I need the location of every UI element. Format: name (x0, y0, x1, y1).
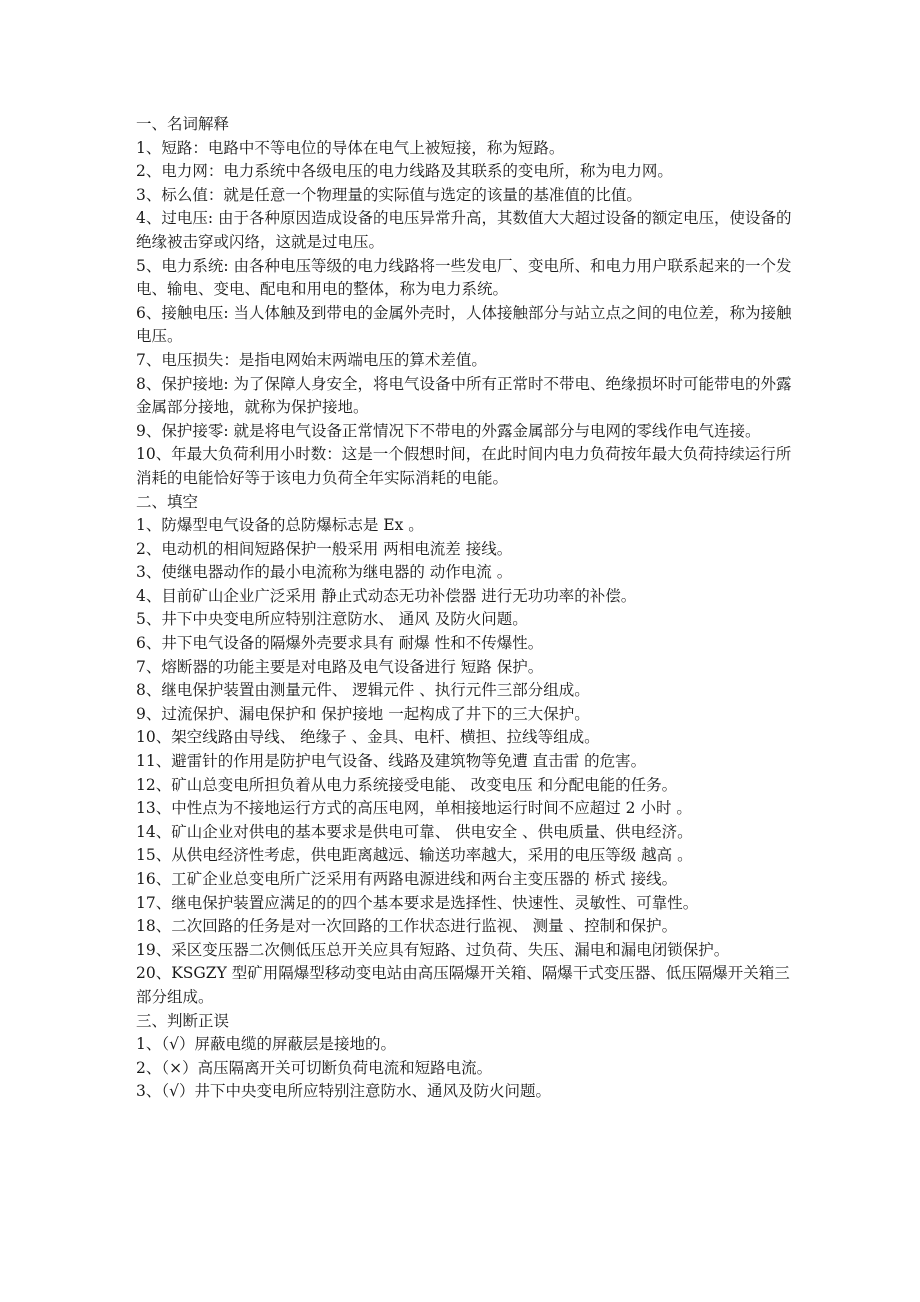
term-item: 7、电压损失：是指电网始末两端电压的算术差值。 (136, 350, 487, 369)
fill-in-item: 11、避雷针的作用是防护电气设备、线路及建筑物等免遭 直击雷 的危害。 (136, 752, 647, 771)
fill-in-item: 10、架空线路由导线、 绝缘子 、金具、电杆、横担、拉线等组成。 (136, 728, 600, 747)
section-heading-true-false: 三、判断正误 (136, 1011, 230, 1030)
fill-in-item: 6、井下电气设备的隔爆外壳要求具有 耐爆 性和不传爆性。 (136, 634, 544, 653)
fill-in-item: 1、防爆型电气设备的总防爆标志是 Ex 。 (136, 516, 424, 535)
fill-in-item: 19、采区变压器二次侧低压总开关应具有短路、过负荷、失压、漏电和漏电闭锁保护。 (136, 940, 730, 959)
true-false-item: 1、（√）屏蔽电缆的屏蔽层是接地的。 (136, 1035, 396, 1054)
true-false-item: 3、（√）井下中央变电所应特别注意防水、通风及防火问题。 (136, 1082, 551, 1101)
fill-in-item: 9、过流保护、漏电保护和 保护接地 一起构成了井下的三大保护。 (136, 704, 590, 723)
term-item: 4、过电压: 由于各种原因造成设备的电压异常升高，其数值大大超过设备的额定电压，使设备的绝缘被击穿或闪络，这就是过电压。 (136, 209, 792, 251)
term-item: 6、接触电压: 当人体触及到带电的金属外壳时，人体接触部分与站立点之间的电位差，称为接触电压。 (136, 303, 792, 346)
true-false-item: 2、（×）高压隔离开关可切断负荷电流和短路电流。 (136, 1058, 493, 1077)
fill-in-item: 16、工矿企业总变电所广泛采用有两路电源进线和两台主变压器的 桥式 接线。 (136, 870, 678, 888)
term-item: 8、保护接地: 为了保障人身安全，将电气设备中所有正常时不带电、绝缘损坏时可能带电的外露金属部分接地，就称为保护接地。 (136, 374, 792, 417)
document-body (136, 113, 796, 1104)
section-heading-terms: 一、名词解释 (136, 115, 230, 133)
fill-in-item: 5、井下中央变电所应特别注意防水、 通风 及防火问题。 (136, 610, 528, 629)
fill-in-item: 20、KSGZY 型矿用隔爆型移动变电站由高压隔爆开关箱、隔爆干式变压器、低压隔爆开关箱三部分组成。 (136, 964, 790, 1006)
term-item: 10、年最大负荷利用小时数：这是一个假想时间，在此时间内电力负荷按年最大负荷持续运行所消耗的电能恰好等于该电力负荷全年实际消耗的电能。 (136, 445, 792, 487)
term-item: 2、电力网：电力系统中各级电压的电力线路及其联系的变电所，称为电力网。 (136, 162, 673, 181)
section-heading-fill-in: 二、填空 (136, 492, 199, 511)
fill-in-item: 8、继电保护装置由测量元件、 逻辑元件 、执行元件三部分组成。 (136, 681, 590, 700)
fill-in-item: 18、二次回路的任务是对一次回路的工作状态进行监视、 测量 、控制和保护。 (136, 917, 678, 936)
term-item: 3、标么值：就是任意一个物理量的实际值与选定的该量的基准值的比值。 (136, 185, 642, 204)
fill-in-item: 2、电动机的相间短路保护一般采用 两相电流差 接线。 (136, 539, 513, 558)
fill-in-item: 3、使继电器动作的最小电流称为继电器的 动作电流 。 (136, 563, 513, 582)
term-item: 5、电力系统: 由各种电压等级的电力线路将一些发电厂、变电所、和电力用户联系起来的一个发电、输电、变电、配电和用电的整体，称为电力系统。 (136, 256, 792, 299)
fill-in-item: 14、矿山企业对供电的基本要求是供电可靠、 供电安全 、供电质量、供电经济。 (136, 822, 693, 841)
fill-in-item: 4、目前矿山企业广泛采用 静止式动态无功补偿器 进行无功功率的补偿。 (136, 586, 637, 605)
fill-in-item: 17、继电保护装置应满足的的四个基本要求是选择性、快速性、灵敏性、可靠性。 (136, 893, 699, 912)
fill-in-item: 7、熔断器的功能主要是对电路及电气设备进行 短路 保护。 (136, 657, 544, 676)
term-item: 1、短路：电路中不等电位的导体在电气上被短接，称为短路。 (136, 138, 565, 157)
fill-in-item: 12、矿山总变电所担负着从电力系统接受电能、 改变电压 和分配电能的任务。 (136, 775, 678, 794)
fill-in-item: 15、从供电经济性考虑，供电距离越远、输送功率越大，采用的电压等级 越高 。 (136, 846, 693, 865)
term-item: 9、保护接零: 就是将电气设备正常情况下不带电的外露金属部分与电网的零线作电气连接。 (136, 421, 761, 440)
fill-in-item: 13、中性点为不接地运行方式的高压电网，单相接地运行时间不应超过 2 小时 。 (136, 799, 692, 818)
